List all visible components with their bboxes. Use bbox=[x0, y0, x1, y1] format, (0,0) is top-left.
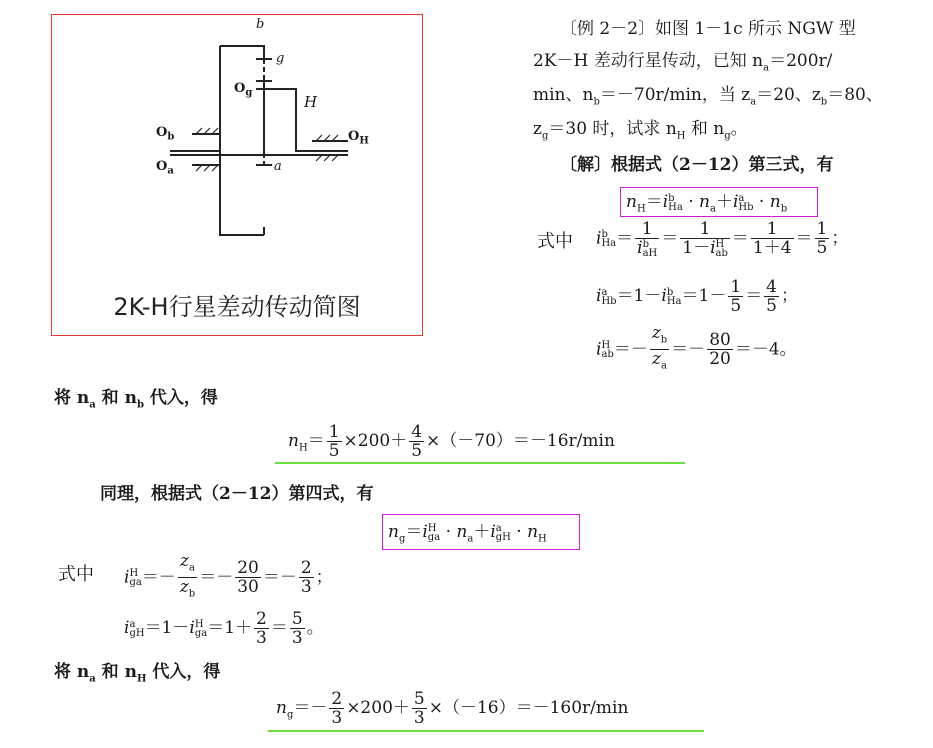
eq-iga: i H ga ＝－ $\frac{z_a}{z_b}$ ＝－ $\frac{20}{30}$ ＝－ $\frac{2}{3}$ ； bbox=[124, 551, 333, 600]
tongli-line: 同理，根据式（2－12）第四式，有 bbox=[100, 484, 374, 504]
substitute-line-2: 将 $n_a$ 和 $n_H$ 代入，得 bbox=[54, 662, 221, 685]
problem-line-4: $z_g=30$ 时，试求 $n_H$ 和 $n_g$。 bbox=[533, 119, 748, 142]
eq-iHa: i b Ha ＝ 1 i b aH ＝ 1 1－i H ab ＝ $\frac{1}{1+4}$ ＝ $\frac{1}{5}$ ； bbox=[596, 219, 849, 259]
eq-iHb: i a Hb ＝1－i b Ha ＝1－ $\frac{1}{5}$ ＝ $\frac{4}{5}$ ； bbox=[596, 277, 798, 316]
label-b: b bbox=[256, 17, 265, 32]
result-ng: $n_g=-$ $\frac{2}{3}$ ×200＋ $\frac{5}{3}$ ×（－16）＝－160r/min bbox=[276, 689, 629, 728]
shizhong-label-1: 式中 bbox=[537, 231, 573, 252]
underline-nH bbox=[275, 462, 685, 464]
figure-caption: 2K-H行星差动传动简图 bbox=[113, 293, 361, 321]
underline-ng bbox=[268, 730, 704, 732]
formula-ng: $n_g=i$ H ga · $n_a+i$ a gH · $n_H$ bbox=[388, 522, 547, 545]
eq-igH: i a gH ＝1－i H ga ＝1＋ $\frac{2}{3}$ ＝ $\frac{5}{3}$ 。 bbox=[124, 609, 324, 648]
result-nH: $n_H=$ $\frac{1}{5}$ ×200＋ $\frac{4}{5}$ ×（－70）＝－16r/min bbox=[288, 422, 615, 461]
problem-line-1: 〔例 2－2〕如图 1－1c 所示 NGW 型 bbox=[560, 19, 856, 39]
label-Og: $O_g$ bbox=[234, 81, 253, 99]
label-OH: $O_H$ bbox=[348, 129, 369, 147]
problem-line-2: 2K－H 差动行星传动，已知 $n_a=200r/$ bbox=[533, 51, 833, 74]
solution-intro: 〔解〕根据式（2－12）第三式，有 bbox=[560, 155, 834, 175]
label-Ob: $O_b$ bbox=[156, 125, 175, 143]
substitute-line-1: 将 $n_a$ 和 $n_b$ 代入，得 bbox=[54, 388, 218, 411]
figure-frame bbox=[51, 14, 423, 336]
problem-line-3: min、$n_b=-70r/\min$，当 $z_a=20$、$z_b=80$、 bbox=[533, 85, 883, 108]
eq-iab: i H ab ＝－ $\frac{z_b}{z_a}$ ＝－ $\frac{80}{20}$ ＝－4。 bbox=[596, 323, 797, 372]
formula-nH: $n_H=i$ b Ha · $n_a+i$ a Hb · $n_b$ bbox=[626, 192, 788, 215]
label-g: g bbox=[276, 51, 285, 66]
label-a: a bbox=[274, 159, 282, 174]
shizhong-label-2: 式中 bbox=[58, 564, 94, 585]
label-H: H bbox=[304, 93, 318, 111]
label-Oa: $O_a$ bbox=[156, 159, 174, 177]
